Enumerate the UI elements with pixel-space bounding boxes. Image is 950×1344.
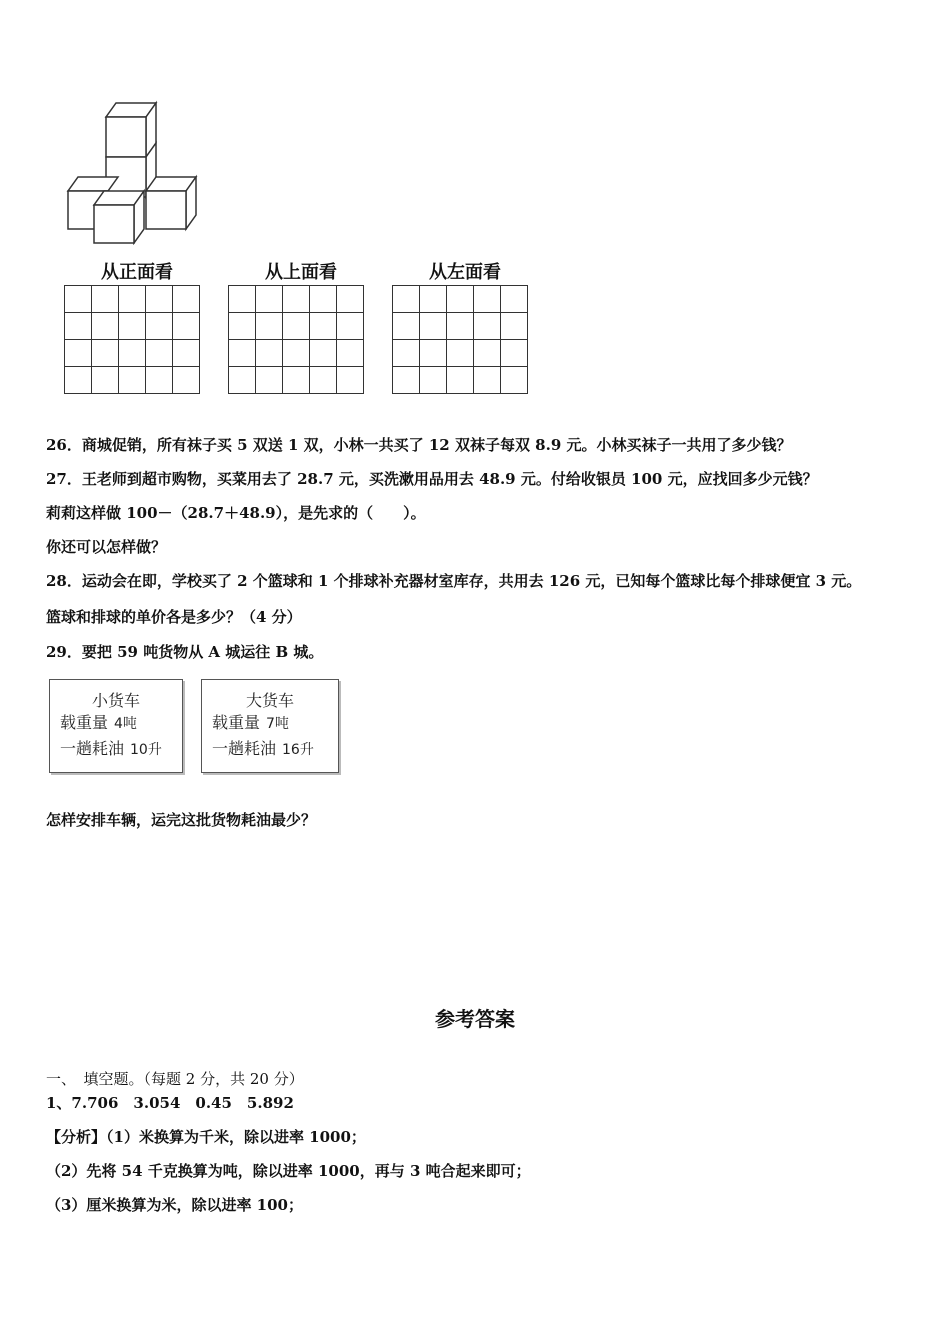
large-truck-fuel-label: 一趟耗油 (212, 739, 277, 758)
question-26: 26．商城促销，所有袜子买 5 双送 1 双，小林一共买了 12 双袜子每双 8.9 元。小林买袜子一共用了多少钱？ (46, 436, 792, 454)
small-truck-fuel-value: 10升 (130, 742, 162, 758)
answers-section-1-title: 一、 填空题。（每题 2 分，共 20 分） (46, 1070, 304, 1088)
large-truck-fuel-row (212, 736, 338, 762)
small-truck-load-row (60, 710, 182, 736)
small-truck-fuel-label: 一趟耗油 (60, 739, 125, 758)
small-truck-fuel-row (60, 736, 182, 762)
question-27: 27．王老师到超市购物，买菜用去了 28.7 元，买洗漱用品用去 48.9 元。付给收银员 100 元，应找回多少元钱？ (46, 470, 818, 488)
grid-front[interactable] (64, 285, 200, 394)
large-truck-title: 大货车 (245, 691, 294, 710)
view-label-front: 从正面看 (101, 262, 173, 283)
answers-heading: 参考答案 (435, 1007, 515, 1031)
question-27-part-b: 你还可以怎样做？ (46, 538, 167, 556)
question-28-part-a: 篮球和排球的单价各是多少？（4 分） (46, 608, 302, 626)
question-29: 29．要把 59 吨货物从 A 城运往 B 城。 (46, 643, 324, 661)
analysis-line-3: （3）厘米换算为米，除以进率 100； (46, 1196, 303, 1214)
small-truck-load-value: 4吨 (114, 716, 137, 732)
analysis-line-1: 【分析】（1）米换算为千米，除以进率 1000； (46, 1128, 366, 1146)
grid-left[interactable] (392, 285, 528, 394)
small-truck-title: 小货车 (91, 691, 140, 710)
analysis-line-2: （2）先将 54 千克换算为吨，除以进率 1000，再与 3 吨合起来即可； (46, 1162, 531, 1180)
question-28: 28．运动会在即，学校买了 2 个篮球和 1 个排球补充器材室库存，共用去 126 元，已知每个篮球比每个排球便宜 3 元。 (46, 572, 862, 590)
cube-stack-figure (60, 95, 210, 245)
grid-top[interactable] (228, 285, 364, 394)
view-label-left: 从左面看 (429, 262, 501, 283)
small-truck-card (49, 679, 183, 773)
answer-1: 1、7.706 3.054 0.45 5.892 (46, 1094, 294, 1112)
large-truck-load-label: 载重量 (212, 713, 261, 732)
large-truck-fuel-value: 16升 (282, 742, 314, 758)
large-truck-load-row (212, 710, 338, 736)
question-29-part-a: 怎样安排车辆，运完这批货物耗油最少？ (46, 811, 317, 829)
question-27-part-a: 莉莉这样做 100－（28.7＋48.9），是先求的（ ）。 (46, 504, 426, 522)
large-truck-card (201, 679, 339, 773)
view-label-top: 从上面看 (265, 262, 337, 283)
small-truck-load-label: 载重量 (60, 713, 109, 732)
large-truck-load-value: 7吨 (266, 716, 289, 732)
